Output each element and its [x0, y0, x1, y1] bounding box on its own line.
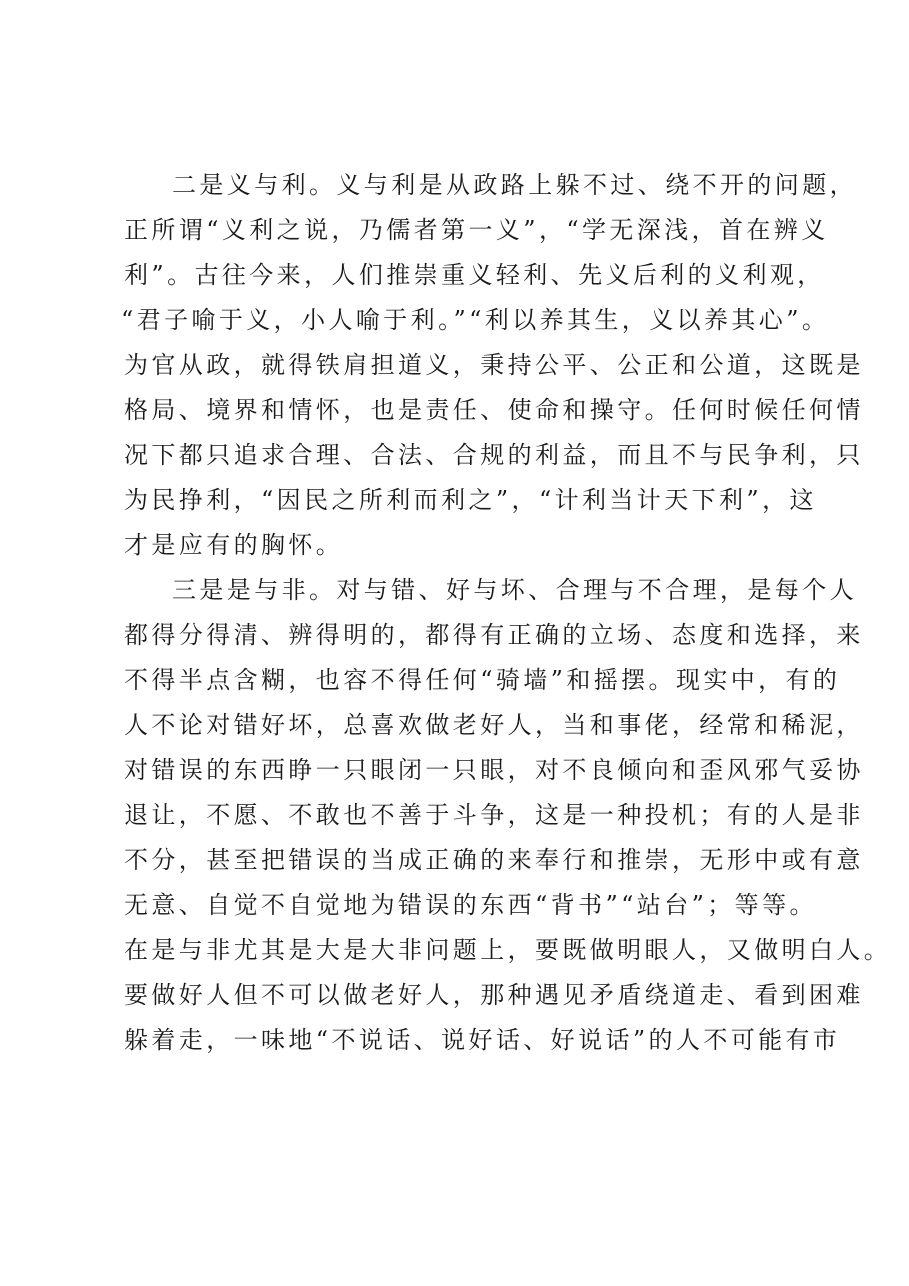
text-line-1: 二是义与利。义与利是从政路上躲不过、绕不开的问题，: [172, 171, 857, 199]
text-line-17: 无意、自觉不自觉地为错误的东西“背书”“站台”；等等。: [124, 891, 817, 919]
text-line-6: 格局、境界和情怀，也是责任、使命和操守。任何时候任何情: [124, 396, 864, 424]
text-line-9: 才是应有的胸怀。: [124, 531, 344, 559]
text-line-18: 在是与非尤其是大是大非问题上，要既做明眼人，又做明白人。: [124, 936, 892, 964]
text-line-20: 躲着走，一味地“不说话、说好话、好说话”的人不可能有市: [124, 1026, 841, 1054]
text-line-13: 人不论对错好坏，总喜欢做老好人，当和事佬，经常和稀泥，: [124, 711, 864, 739]
text-line-8: 为民挣利，“因民之所利而利之”，“计利当计天下利”，这: [124, 486, 817, 514]
text-line-14: 对错误的东西睁一只眼闭一只眼，对不良倾向和歪风邪气妥协: [124, 756, 864, 784]
text-line-11: 都得分得清、辨得明的，都得有正确的立场、态度和选择，来: [124, 621, 864, 649]
text-line-7: 况下都只追求合理、合法、合规的利益，而且不与民争利，只: [124, 441, 864, 469]
text-line-2: 正所谓“义利之说，乃儒者第一义”，“学无深浅，首在辨义: [124, 216, 829, 244]
text-line-16: 不分，甚至把错误的当成正确的来奉行和推崇，无形中或有意: [124, 846, 864, 874]
text-line-12: 不得半点含糊，也容不得任何“骑墙”和摇摆。现实中，有的: [124, 666, 841, 694]
text-line-3: 利”。古往今来，人们推崇重义轻利、先义后利的义利观，: [124, 261, 825, 289]
text-line-19: 要做好人但不可以做老好人，那种遇见矛盾绕道走、看到困难: [124, 981, 864, 1009]
text-line-5: 为官从政，就得铁肩担道义，秉持公平、公正和公道，这既是: [124, 351, 864, 379]
text-line-4: “君子喻于义，小人喻于利。”“利以养其生，义以养其心”。: [121, 306, 830, 334]
text-line-10: 三是是与非。对与错、好与坏、合理与不合理，是每个人: [172, 576, 857, 604]
text-line-15: 退让，不愿、不敢也不善于斗争，这是一种投机；有的人是非: [124, 801, 864, 829]
